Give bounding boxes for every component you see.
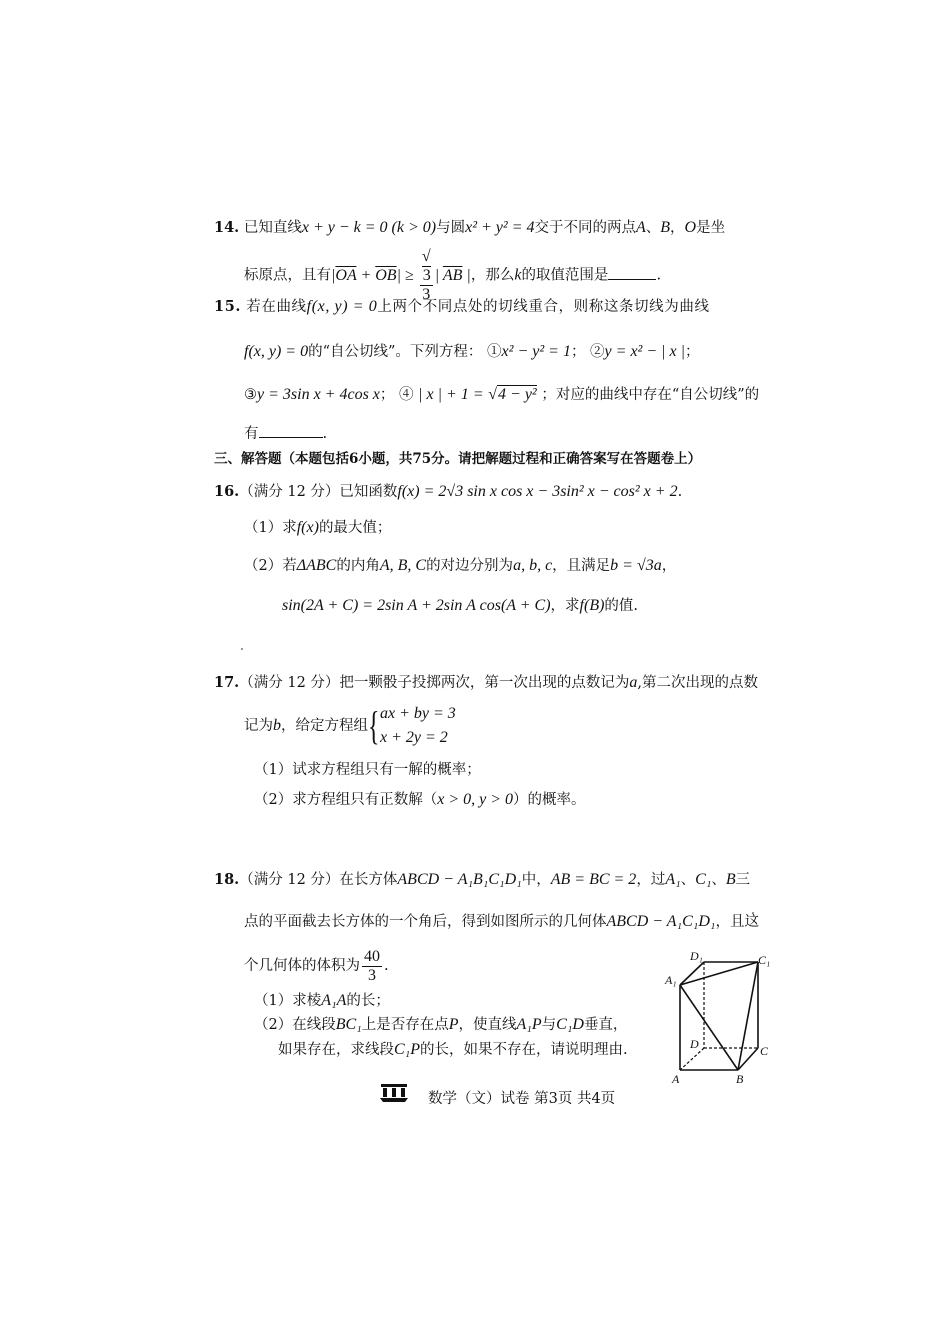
q18-line: A₁P (516, 1016, 542, 1033)
q18-solid: ABCD − A₁B₁C₁D₁ (397, 871, 522, 888)
q18-text: . (384, 958, 389, 974)
q18-line2 (244, 912, 759, 932)
q14-vector-inequality: $|\overline{OA} + \overline{OB}|$ ≥ √ 3 3 | $\overline{AB}$ | (331, 248, 471, 303)
q18-line1 (214, 870, 750, 890)
q17-equation-system: { ax + by = 3 x + 2y = 2 (368, 703, 456, 748)
q18-volume-num: 40 (364, 947, 380, 965)
q16-function: f(x) = 2√3 sin x cos x − 3sin² x − cos² x + 2 (397, 483, 678, 500)
q15-text: 上两个不同点处的切线重合，则称这条切线为曲线 (377, 299, 710, 315)
q18-text: 上是否存在点 (361, 1017, 449, 1033)
q15-eq2: y = x² − | x | (604, 343, 686, 360)
q15-answer-blank (259, 423, 323, 438)
q16-sides: a, b, c (513, 557, 553, 574)
q18-volume-den: 3 (368, 966, 376, 984)
q16-text: （2）若 (244, 558, 297, 574)
q14-text: 的取值范围是 (521, 267, 609, 284)
q16-text: 的最大值； (318, 520, 392, 536)
publisher-logo (379, 1081, 409, 1103)
q18-volume-fraction (362, 948, 382, 985)
q15-line2 (244, 342, 700, 362)
q15-line4: 有 . (244, 423, 327, 444)
q16-text: 的内角 (336, 558, 380, 574)
edge-c1-b (738, 962, 758, 1070)
q15-eq3: y = 3sin x + 4cos x (257, 386, 380, 403)
q18-text: 中， (521, 872, 551, 888)
q16-text: （1）求 (244, 520, 297, 536)
q18-text: 三 (735, 872, 751, 888)
q17-condition: x > 0, y > 0 (437, 791, 514, 808)
q18-part2 (254, 1015, 627, 1035)
q15-line1 (214, 297, 710, 317)
q14-line-eq: x + y − k = 0 (k > 0) (301, 219, 437, 236)
q15-text: 若在曲线 (246, 299, 307, 315)
q18-sep: 、 (711, 872, 726, 888)
q17-part2 (254, 790, 586, 810)
q15-eq4-root: √4 − y² (488, 386, 537, 403)
hidden-edge-d-a (680, 1048, 704, 1070)
q14-text: 交于不同的两点 (534, 220, 636, 236)
solid-figure (664, 950, 776, 1085)
q18-text: ，过 (636, 872, 666, 888)
q18-solid: ABCD − A₁C₁D₁ (606, 913, 716, 930)
q15-eq4-radicand: 4 − y² (498, 386, 537, 403)
q16-part2-eq (282, 596, 638, 616)
q16-number: 16. (214, 483, 240, 500)
q14-text: 与圆 (436, 220, 466, 236)
q14-answer-blank (608, 265, 656, 280)
q14-point-a: A (635, 219, 646, 236)
q18-text: ，使直线 (458, 1017, 517, 1033)
q18-text: 与 (541, 1017, 557, 1033)
scan-speck (241, 648, 243, 650)
q14-line2: 标原点，且有$|\overline{OA} + \overline{OB}|$ ≥ √ 3 3 | $\overline{AB}$ |，那么k的取值范围是 . (244, 248, 662, 303)
q18-segment: A₁A (321, 992, 347, 1009)
q18-point: A₁ (665, 871, 681, 888)
q18-part1 (254, 991, 390, 1011)
edge-a1-b (680, 985, 738, 1070)
q15-label: ② (590, 344, 605, 360)
q17-b: b (273, 717, 281, 734)
q15-line3 (244, 385, 759, 405)
q15-label: ① (487, 344, 502, 360)
q14-line1 (214, 218, 725, 238)
label-d1: D₁ (690, 950, 703, 963)
q17-line2 (244, 702, 456, 750)
q14-k: k (514, 266, 522, 284)
q15-text: ；对应的曲线中存在“自公切线”的 (541, 387, 760, 403)
q18-text: 如果存在，求线段 (278, 1042, 394, 1058)
q14-number: 14. (214, 219, 240, 236)
q18-text: 个几何体的体积为 (244, 958, 360, 974)
q16-text: 的值. (604, 598, 639, 614)
q16-f: f(x) (296, 519, 319, 536)
q16-part1 (244, 518, 391, 538)
q15-eq4-left: | x | + 1 = (418, 386, 484, 403)
q14-sep: ， (670, 220, 685, 236)
q16-line1 (214, 482, 682, 502)
q16-text: ，且满足 (552, 558, 611, 574)
q17-text: ）的概率。 (513, 792, 586, 808)
label-d: D (690, 1037, 699, 1051)
q18-text: ，且这 (715, 914, 759, 930)
q18-text: 点的平面截去长方体的一个角后，得到如图所示的几何体 (244, 914, 607, 930)
q18-text: 的长，如果不存在，请说明理由. (420, 1042, 628, 1058)
q16-angles: A, B, C (379, 557, 427, 574)
q15-text: 有 (244, 426, 259, 442)
q15-sep: ； (570, 344, 586, 360)
label-a: A (672, 1072, 680, 1085)
q16-text: ， (661, 558, 677, 574)
q15-text: 的“自公切线”。下列方程： (308, 344, 483, 360)
q18-point-p: P (448, 1016, 459, 1033)
q16-text: ，求 (550, 598, 580, 614)
q18-text: 的长； (346, 993, 390, 1009)
q17-part1: （1）试求方程组只有一解的概率； (254, 762, 481, 778)
q15-number: 15. (214, 298, 242, 315)
q16-equation: sin(2A + C) = 2sin A + 2sin A cos(A + C) (282, 597, 551, 614)
q18-text: 垂直， (583, 1017, 628, 1033)
q14-text: ，那么 (470, 267, 515, 284)
q17-number: 17. (214, 674, 240, 691)
page-footer: 数学（文）试卷 第3页 共4页 (428, 1091, 616, 1107)
q18-segment: BC₁ (335, 1016, 362, 1033)
q14-text: 已知直线 (243, 220, 302, 236)
q14-sep: 、 (645, 220, 661, 236)
q15-curve: f(x, y) = 0 (244, 343, 309, 360)
q14-point-b: B (660, 219, 671, 236)
q16-condition: b = √3a (610, 557, 662, 574)
label-b: B (736, 1072, 744, 1085)
q18-sep: 、 (680, 872, 696, 888)
q14-circle-eq: x² + y² = 4 (465, 219, 535, 236)
q17-text: 记为 (244, 718, 273, 734)
q18-equality: AB = BC = 2 (550, 871, 637, 888)
q14-point-o: O (684, 219, 697, 236)
q14-text: 标原点，且有 (244, 267, 331, 284)
q16-text: . (677, 484, 683, 500)
q15-curve: f(x, y) = 0 (306, 298, 378, 315)
q14-text: 是坐 (696, 220, 726, 236)
q16-part2 (244, 556, 676, 576)
scan-speck (752, 912, 754, 914)
q17-system-eq1: ax + by = 3 (380, 705, 456, 722)
q18-point: B (725, 871, 736, 888)
label-c1: C₁ (758, 953, 771, 967)
q18-line3 (244, 946, 389, 986)
q16-fb: f(B) (579, 597, 605, 614)
q18-point: C₁ (695, 871, 712, 888)
section-3-heading: 三、解答题（本题包括6小题，共75分。请把解题过程和正确答案写在答题卷上） (214, 451, 702, 467)
q17-text: ,第二次出现的点数 (637, 675, 759, 691)
q15-sep: ； (379, 387, 395, 403)
q18-part2-cont (278, 1040, 628, 1060)
q18-line: C₁D (556, 1016, 584, 1033)
q15-sep: ； (685, 344, 700, 360)
q15-label: ④ (399, 387, 414, 403)
q17-text: （满分 12 分）把一颗骰子投掷两次，第一次出现的点数记为 (239, 675, 630, 691)
label-a1: A₁ (665, 973, 677, 987)
q16-text: （满分 12 分）已知函数 (239, 484, 398, 500)
q16-text: 的对边分别为 (426, 558, 514, 574)
q17-system-eq2: x + 2y = 2 (380, 729, 448, 746)
q18-segment: C₁P (394, 1041, 421, 1058)
q18-number: 18. (214, 871, 240, 888)
q17-a: a (629, 674, 638, 691)
q18-text: （满分 12 分）在长方体 (239, 872, 398, 888)
q18-text: （1）求棱 (254, 993, 322, 1009)
q17-line1 (214, 673, 758, 693)
q18-text: （2）在线段 (254, 1017, 336, 1033)
q15-eq1: x² − y² = 1 (501, 343, 571, 360)
q16-triangle: ΔABC (296, 557, 337, 574)
q17-text: ，给定方程组 (281, 718, 368, 734)
q17-text: （2）求方程组只有正数解（ (254, 792, 438, 808)
label-c: C (760, 1044, 769, 1058)
q15-label: ③ (244, 387, 257, 403)
